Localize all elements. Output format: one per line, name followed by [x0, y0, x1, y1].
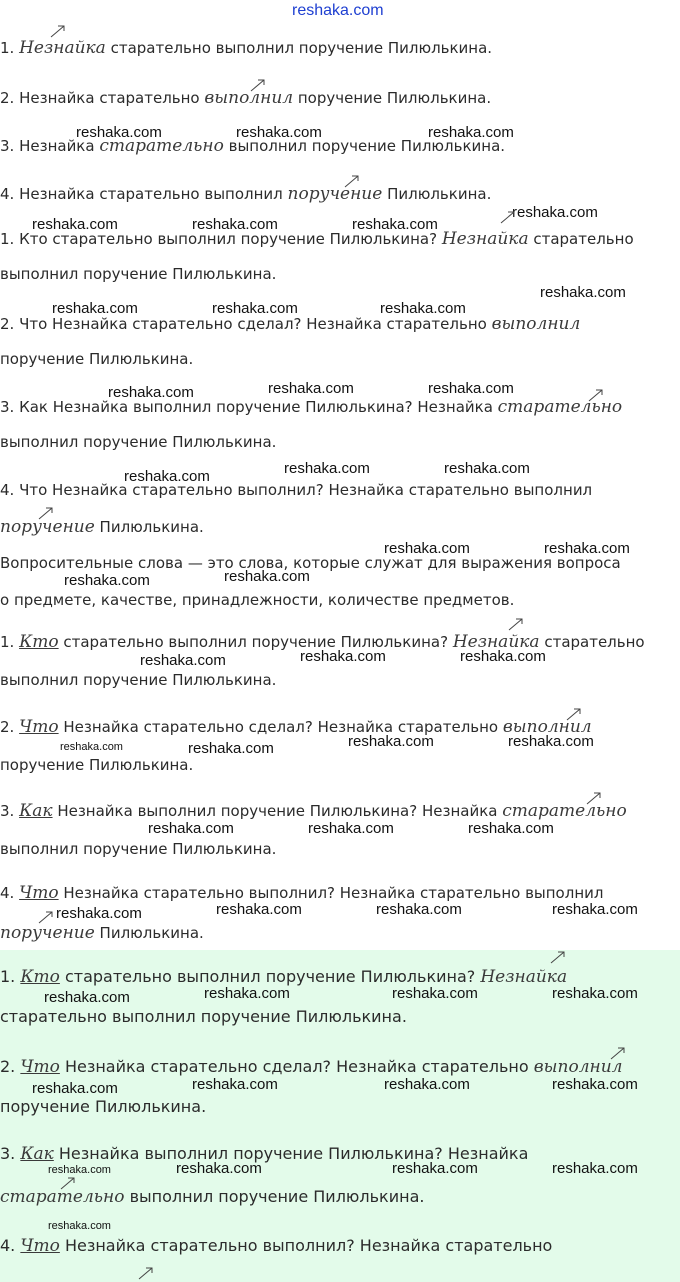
text-segment: 4. Незнайка старательно выполнил: [0, 185, 288, 203]
watermark-text: reshaka.com: [468, 820, 554, 837]
watermark-text: reshaka.com: [428, 380, 514, 397]
text-segment: Незнайка старательно выполнил? Незнайка старательно: [59, 1236, 553, 1255]
watermark-text: reshaka.com: [512, 204, 598, 221]
text-segment: выполнил поручение Пилюлькина.: [0, 671, 277, 689]
stress-arrow-icon: [250, 78, 266, 92]
stress-arrow-icon: [610, 1046, 626, 1060]
watermark-text: reshaka.com: [192, 216, 278, 233]
watermark-text: reshaka.com: [268, 380, 354, 397]
emphasized-word: старательно: [502, 801, 627, 821]
text-line: [0, 88, 491, 108]
text-segment: поручение Пилюлькина.: [0, 350, 194, 368]
text-segment: выполнил поручение Пилюлькина.: [124, 1187, 425, 1206]
text-line: [0, 480, 592, 500]
emphasized-word: выполнил: [491, 314, 581, 334]
text-segment: старательно: [539, 633, 645, 651]
emphasized-word: выполнил: [204, 88, 294, 108]
text-line: [0, 839, 276, 859]
text-segment: 3.: [0, 1144, 21, 1163]
stress-arrow-icon: [38, 506, 54, 520]
watermark-text: reshaka.com: [508, 733, 594, 750]
watermark-text: reshaka.com: [124, 468, 210, 485]
text-line: [0, 883, 603, 903]
text-segment: 3. Как Незнайка выполнил поручение Пилюлькина? Незнайка: [0, 398, 498, 416]
question-word: Что: [20, 1236, 60, 1256]
emphasized-word: выполнил: [502, 717, 592, 737]
text-line: [0, 923, 204, 943]
text-segment: выполнил поручение Пилюлькина.: [0, 433, 277, 451]
text-segment: старательно выполнил поручение Пилюлькина?: [58, 633, 453, 651]
text-line: [0, 314, 580, 334]
text-segment: 2. Что Незнайка старательно сделал? Незнайка старательно: [0, 315, 492, 333]
emphasized-word: старательно: [497, 397, 623, 417]
text-segment: о предмете, качестве, принадлежности, количестве предметов.: [0, 591, 515, 609]
text-line: [0, 38, 492, 58]
question-word: Что: [20, 1057, 60, 1077]
emphasized-word: Незнайка: [19, 38, 106, 58]
watermark-text: reshaka.com: [352, 216, 438, 233]
text-segment: выполнил поручение Пилюлькина.: [223, 137, 506, 155]
text-segment: 2.: [0, 1057, 21, 1076]
text-segment: 1.: [0, 39, 20, 57]
emphasized-word: поручение: [0, 923, 95, 943]
watermark-text: reshaka.com: [552, 901, 638, 918]
watermark-text: reshaka.com: [32, 1080, 118, 1097]
watermark-text: reshaka.com: [380, 300, 466, 317]
text-line: [0, 1236, 552, 1256]
stress-arrow-icon: [508, 617, 524, 631]
watermark-text: reshaka.com: [48, 1220, 111, 1232]
text-segment: 1.: [0, 633, 20, 651]
text-segment: поручение Пилюлькина.: [293, 89, 492, 107]
stress-arrow-icon: [138, 1266, 154, 1280]
text-segment: 4.: [0, 884, 20, 902]
watermark-text: reshaka.com: [224, 568, 310, 585]
watermark-text: reshaka.com: [544, 540, 630, 557]
text-line: [0, 1007, 407, 1027]
text-segment: старательно выполнил поручение Пилюлькина.: [0, 1007, 407, 1026]
text-segment: Незнайка выполнил поручение Пилюлькина? Незнайка: [52, 802, 503, 820]
stress-arrow-icon: [500, 210, 516, 224]
watermark-text: reshaka.com: [552, 1076, 638, 1093]
watermark-text: reshaka.com: [460, 648, 546, 665]
question-word: Как: [19, 801, 53, 821]
text-segment: 1. Кто старательно выполнил поручение Пилюлькина?: [0, 230, 442, 248]
watermark-text: reshaka.com: [48, 1164, 111, 1176]
watermark-text: reshaka.com: [284, 460, 370, 477]
emphasized-word: старательно: [99, 136, 224, 156]
watermark-text: reshaka.com: [300, 648, 386, 665]
text-line: [0, 1097, 206, 1117]
text-line: [0, 717, 592, 737]
watermark-text: reshaka.com: [52, 300, 138, 317]
watermark-text: reshaka.com: [192, 1076, 278, 1093]
watermark-text: reshaka.com: [236, 124, 322, 141]
watermark-text: reshaka.com: [552, 1160, 638, 1177]
text-segment: 2. Незнайка старательно: [0, 89, 205, 107]
emphasized-word: поручение: [287, 184, 383, 204]
stress-arrow-icon: [550, 950, 566, 964]
watermark-text: reshaka.com: [384, 1076, 470, 1093]
watermark-text: reshaka.com: [444, 460, 530, 477]
watermark-text: reshaka.com: [108, 384, 194, 401]
question-word: Что: [19, 717, 59, 737]
watermark-text: reshaka.com: [64, 572, 150, 589]
watermark-text: reshaka.com: [188, 740, 274, 757]
emphasized-word: поручение: [0, 517, 95, 537]
watermark-text: reshaka.com: [384, 540, 470, 557]
question-word: Что: [19, 883, 59, 903]
text-segment: Незнайка старательно сделал? Незнайка старательно: [59, 1057, 534, 1076]
watermark-text: reshaka.com: [204, 985, 290, 1002]
watermark-text: reshaka.com: [540, 284, 626, 301]
watermark-text: reshaka.com: [392, 985, 478, 1002]
text-segment: 4. Что Незнайка старательно выполнил? Незнайка старательно выполнил: [0, 481, 593, 499]
text-line: [0, 670, 276, 690]
text-line: [0, 349, 193, 369]
stress-arrow-icon: [588, 388, 604, 402]
text-segment: выполнил поручение Пилюлькина.: [0, 265, 277, 283]
emphasized-word: Незнайка: [480, 967, 568, 987]
text-line: [0, 553, 621, 573]
stress-arrow-icon: [566, 707, 582, 721]
stress-arrow-icon: [60, 1176, 76, 1190]
text-segment: поручение Пилюлькина.: [0, 756, 194, 774]
question-word: Кто: [20, 967, 60, 987]
text-segment: Пилюлькина.: [94, 924, 204, 942]
text-line: [0, 755, 193, 775]
watermark-text: reshaka.com: [148, 820, 234, 837]
question-word: Как: [20, 1144, 54, 1164]
text-segment: Незнайка выполнил поручение Пилюлькина? Незнайка: [53, 1144, 529, 1163]
text-segment: 3. Незнайка: [0, 137, 100, 155]
watermark-text: reshaka.com: [292, 2, 384, 19]
stress-arrow-icon: [586, 791, 602, 805]
emphasized-word: Незнайка: [441, 229, 529, 249]
text-line: [0, 967, 567, 987]
emphasized-word: выполнил: [533, 1057, 623, 1077]
text-segment: 2.: [0, 718, 20, 736]
watermark-text: reshaka.com: [140, 652, 226, 669]
question-word: Кто: [19, 632, 59, 652]
text-line: [0, 432, 276, 452]
watermark-text: reshaka.com: [212, 300, 298, 317]
text-segment: Пилюлькина.: [94, 518, 204, 536]
watermark-text: reshaka.com: [176, 1160, 262, 1177]
text-segment: Пилюлькина.: [382, 185, 492, 203]
watermark-text: reshaka.com: [308, 820, 394, 837]
watermark-text: reshaka.com: [392, 1160, 478, 1177]
watermark-text: reshaka.com: [348, 733, 434, 750]
watermark-text: reshaka.com: [376, 901, 462, 918]
text-segment: 4.: [0, 1236, 21, 1255]
text-segment: Незнайка старательно выполнил? Незнайка старательно выполнил: [58, 884, 604, 902]
text-segment: старательно выполнил поручение Пилюлькина?: [59, 967, 481, 986]
text-line: [0, 801, 627, 821]
text-segment: старательно выполнил поручение Пилюлькина.: [105, 39, 493, 57]
text-segment: Незнайка старательно сделал? Незнайка старательно: [58, 718, 503, 736]
stress-arrow-icon: [344, 174, 360, 188]
emphasized-word: старательно: [0, 1187, 125, 1207]
emphasized-word: Незнайка: [452, 632, 540, 652]
text-line: [0, 1057, 622, 1077]
watermark-text: reshaka.com: [44, 989, 130, 1006]
text-segment: Вопросительные слова — это слова, которые служат для выражения вопроса: [0, 554, 621, 572]
watermark-text: reshaka.com: [32, 216, 118, 233]
stress-arrow-icon: [50, 24, 66, 38]
text-segment: поручение Пилюлькина.: [0, 1097, 207, 1116]
text-segment: 3.: [0, 802, 20, 820]
text-line: [0, 590, 514, 610]
watermark-text: reshaka.com: [552, 985, 638, 1002]
text-segment: старательно: [528, 230, 634, 248]
watermark-text: reshaka.com: [428, 124, 514, 141]
stress-arrow-icon: [38, 910, 54, 924]
text-line: [0, 397, 622, 417]
text-segment: 1.: [0, 967, 21, 986]
text-line: [0, 517, 204, 537]
text-segment: выполнил поручение Пилюлькина.: [0, 840, 277, 858]
text-line: [0, 264, 276, 284]
watermark-text: reshaka.com: [56, 905, 142, 922]
watermark-text: reshaka.com: [76, 124, 162, 141]
watermark-text: reshaka.com: [60, 741, 123, 753]
text-line: [0, 184, 491, 204]
text-line: [0, 1187, 424, 1207]
watermark-text: reshaka.com: [216, 901, 302, 918]
